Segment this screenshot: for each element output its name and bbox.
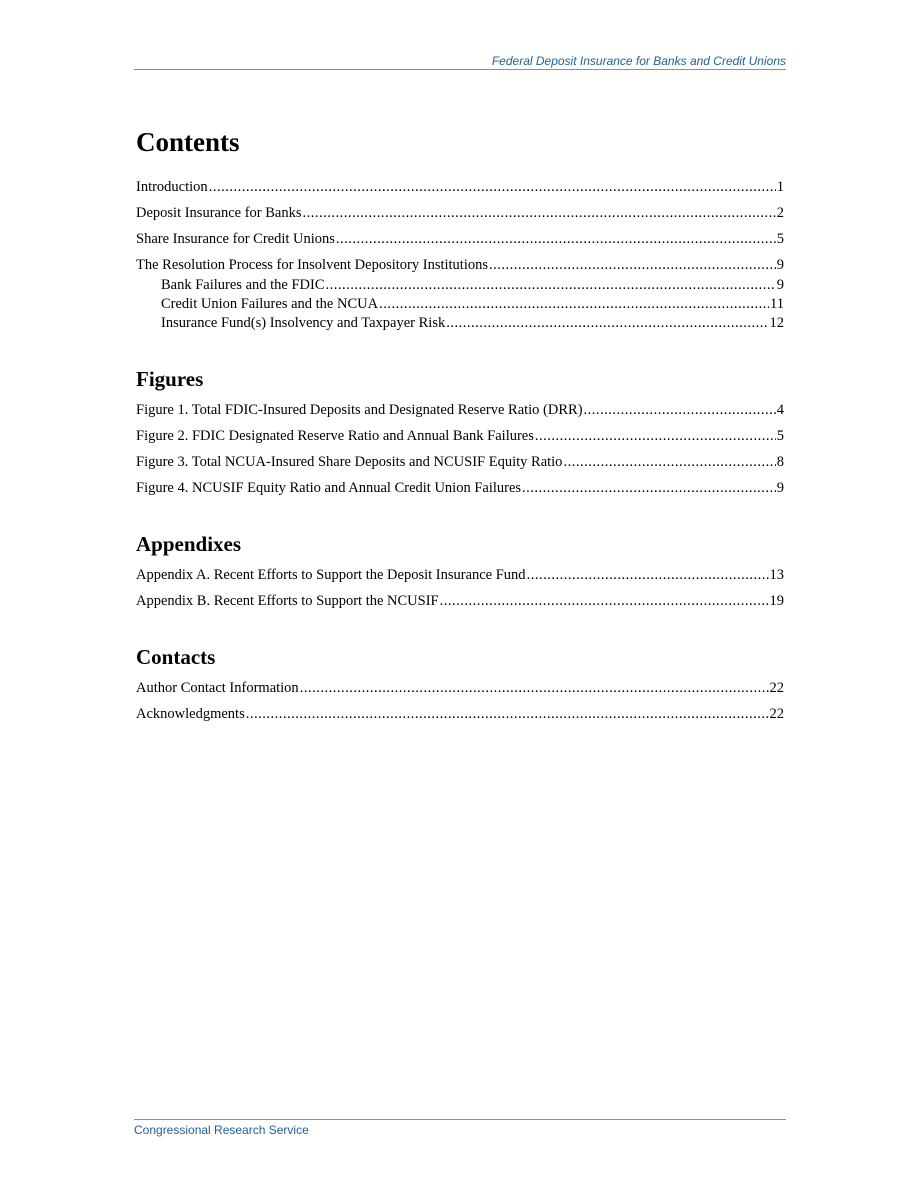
toc-entry-page: 19 [769, 593, 784, 609]
toc-entry-label: Insurance Fund(s) Insolvency and Taxpayer Risk [161, 315, 446, 331]
toc-entry-label: Acknowledgments [136, 706, 245, 722]
toc-entry-label: The Resolution Process for Insolvent Depository Institutions [136, 257, 488, 273]
contents-section [136, 124, 784, 332]
toc-leader-dots [303, 205, 776, 222]
toc-entry-appendix-b[interactable] [136, 593, 784, 610]
toc-entry-author-contact[interactable] [136, 680, 784, 697]
toc-entry-page: 9 [776, 257, 784, 273]
toc-leader-dots [489, 257, 776, 274]
toc-entry-appendix-a[interactable] [136, 567, 784, 584]
toc-entry-page: 8 [776, 454, 784, 470]
toc-entry-page: 4 [776, 402, 784, 418]
toc-entry-insurance-fund-insolvency[interactable] [136, 315, 784, 332]
toc-entry-label: Credit Union Failures and the NCUA [161, 296, 379, 312]
toc-entry-acknowledgments[interactable] [136, 706, 784, 723]
toc-leader-dots [535, 428, 776, 445]
table-of-contents [136, 124, 784, 756]
toc-entry-page: 2 [776, 205, 784, 221]
toc-leader-dots [246, 706, 769, 723]
contents-heading: Contents [136, 127, 240, 157]
toc-entry-page: 1 [776, 179, 784, 195]
toc-entry-label: Figure 4. NCUSIF Equity Ratio and Annual Credit Union Failures [136, 480, 522, 496]
toc-entry-label: Figure 1. Total FDIC-Insured Deposits and Designated Reserve Ratio (DRR) [136, 402, 583, 418]
toc-leader-dots [326, 277, 776, 294]
toc-leader-dots [336, 231, 776, 248]
toc-entry-credit-union-failures[interactable] [136, 296, 784, 313]
toc-entry-figure-4[interactable] [136, 480, 784, 497]
running-header: Federal Deposit Insurance for Banks and Credit Unions [134, 54, 786, 70]
contacts-section [136, 643, 784, 723]
toc-leader-dots [527, 567, 769, 584]
toc-leader-dots [446, 315, 768, 332]
toc-leader-dots [522, 480, 776, 497]
toc-entry-label: Share Insurance for Credit Unions [136, 231, 335, 247]
toc-entry-resolution-process[interactable] [136, 257, 784, 274]
toc-leader-dots [300, 680, 769, 697]
appendixes-heading: Appendixes [136, 532, 242, 556]
toc-entry-figure-3[interactable] [136, 454, 784, 471]
toc-entry-page: 11 [770, 296, 784, 312]
toc-leader-dots [209, 179, 776, 196]
toc-entry-page: 9 [776, 480, 784, 496]
toc-entry-page: 12 [769, 315, 784, 331]
toc-entry-label: Figure 3. Total NCUA-Insured Share Deposits and NCUSIF Equity Ratio [136, 454, 563, 470]
toc-entry-share-insurance-credit-unions[interactable] [136, 231, 784, 248]
toc-entry-page: 22 [769, 680, 784, 696]
toc-entry-page: 5 [776, 428, 784, 444]
contacts-heading: Contacts [136, 645, 216, 669]
toc-entry-label: Introduction [136, 179, 208, 195]
toc-entry-bank-failures[interactable] [136, 277, 784, 294]
figures-heading: Figures [136, 367, 204, 391]
toc-entry-page: 13 [769, 567, 784, 583]
toc-entry-label: Figure 2. FDIC Designated Reserve Ratio and Annual Bank Failures [136, 428, 534, 444]
toc-entry-page: 22 [769, 706, 784, 722]
appendixes-section [136, 530, 784, 610]
toc-leader-dots [440, 593, 769, 610]
toc-entry-label: Deposit Insurance for Banks [136, 205, 302, 221]
toc-entry-label: Author Contact Information [136, 680, 299, 696]
toc-leader-dots [563, 454, 775, 471]
toc-entry-page: 9 [776, 277, 784, 293]
toc-leader-dots [379, 296, 769, 313]
figures-section [136, 365, 784, 497]
toc-entry-deposit-insurance-banks[interactable] [136, 205, 784, 222]
toc-entry-figure-1[interactable] [136, 402, 784, 419]
toc-leader-dots [584, 402, 776, 419]
toc-entry-label: Appendix B. Recent Efforts to Support the NCUSIF [136, 593, 439, 609]
toc-entry-page: 5 [776, 231, 784, 247]
page-footer: Congressional Research Service [134, 1119, 786, 1137]
toc-entry-introduction[interactable] [136, 179, 784, 196]
toc-entry-label: Appendix A. Recent Efforts to Support the Deposit Insurance Fund [136, 567, 526, 583]
toc-entry-label: Bank Failures and the FDIC [161, 277, 325, 293]
toc-entry-figure-2[interactable] [136, 428, 784, 445]
